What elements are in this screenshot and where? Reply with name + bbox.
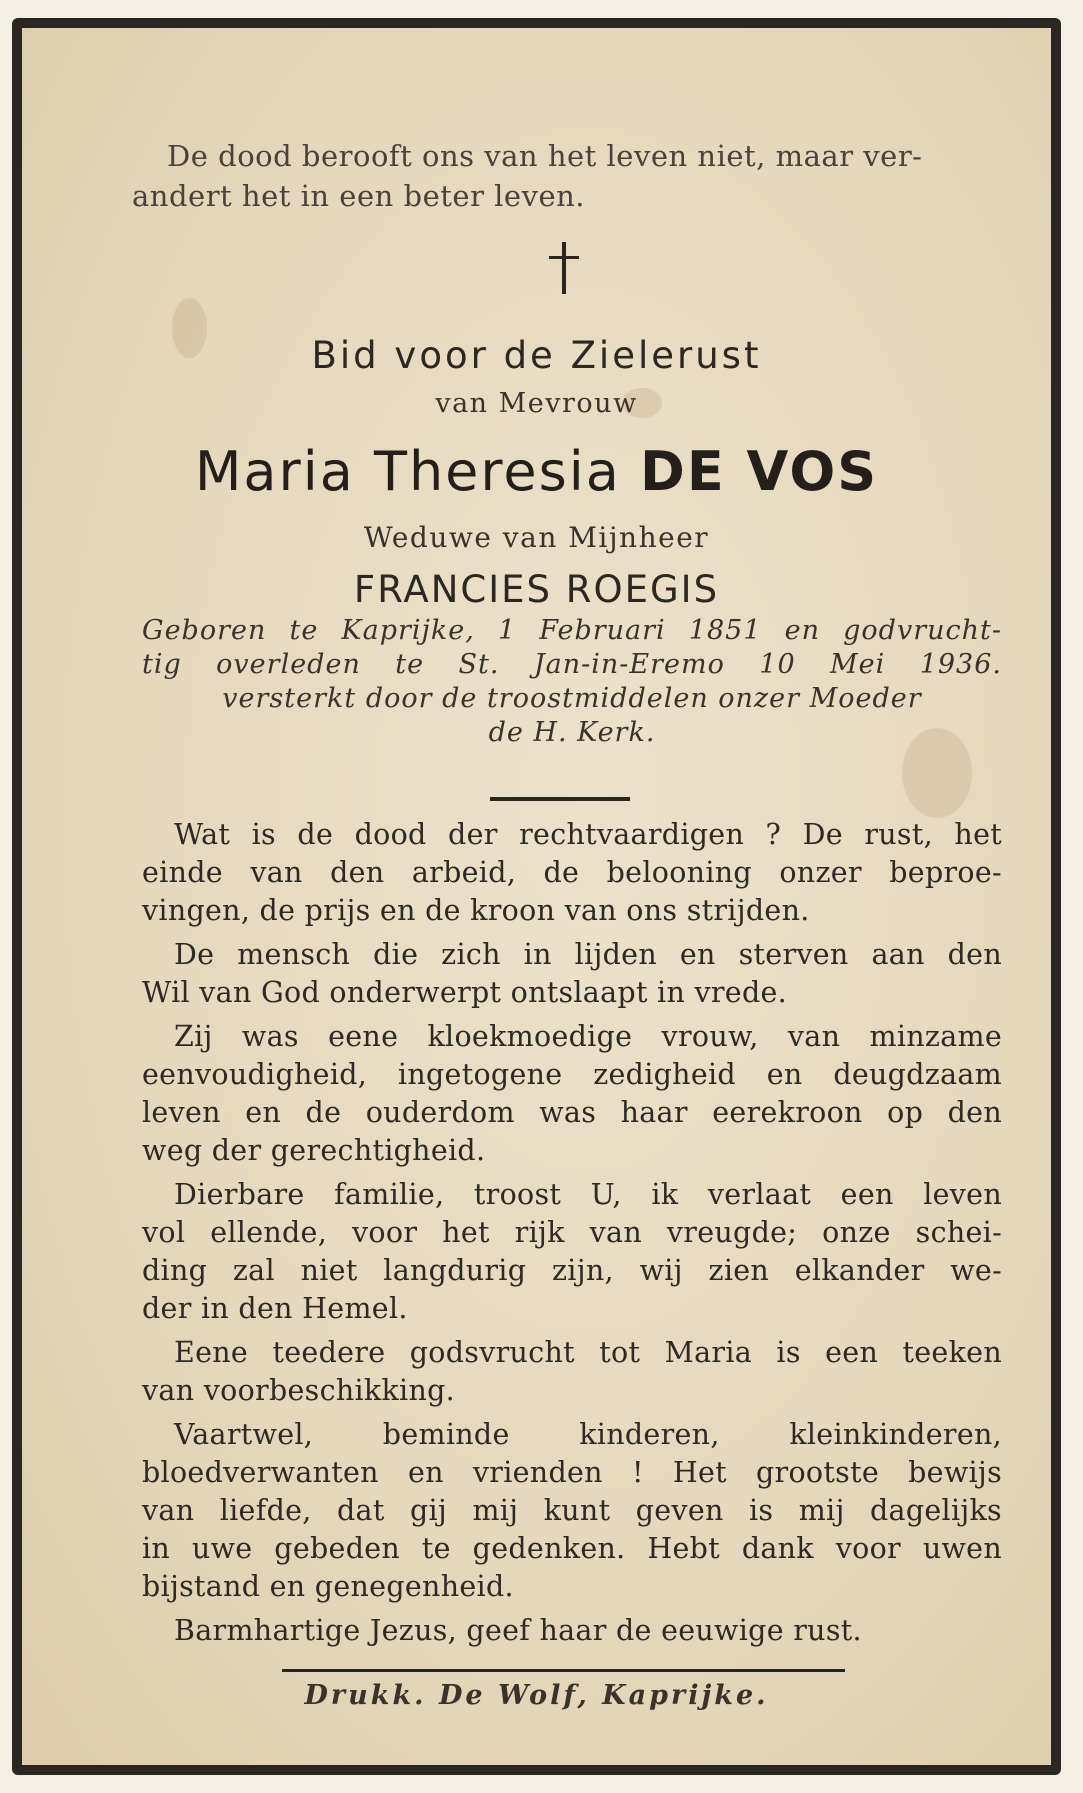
deceased-family-name: DE VOS — [640, 440, 879, 503]
title-van-mevrouw: van Mevrouw — [435, 388, 638, 419]
deceased-name — [22, 440, 1051, 503]
text-line: in uwe gebeden te gedenken. Hebt dank voor uwen — [142, 1532, 1002, 1565]
paragraph — [142, 936, 1002, 1012]
epigraph — [132, 136, 992, 216]
prayer-heading: Bid voor de Zielerust — [311, 334, 762, 377]
text-line: leven en de ouderdom was haar eerekroon op den — [142, 1096, 1002, 1129]
text-line: van voorbeschikking. — [142, 1374, 456, 1407]
closing-prayer — [142, 1612, 1002, 1650]
text-line: eenvoudigheid, ingetogene zedigheid en deugdzaam — [142, 1058, 1002, 1091]
text-line: Wil van God onderwerpt ontslaapt in vrede. — [142, 976, 788, 1009]
text-line: bloedverwanten en vrienden ! Het grootste bewijs — [142, 1456, 1002, 1489]
text-line: vol ellende, voor het rijk van vreugde; onze schei- — [142, 1216, 1002, 1249]
text-line: De mensch die zich in lijden en sterven aan den — [174, 938, 1002, 971]
text-line: Zij was eene kloekmoedige vrouw, van minzame — [174, 1020, 1002, 1053]
husband-name: FRANCIES ROEGIS — [353, 568, 720, 611]
bio-line: versterkt door de troostmiddelen onzer Moeder — [222, 683, 922, 714]
text-line: Barmhartige Jezus, geef haar de eeuwige rust. — [174, 1614, 862, 1647]
memorial-card — [12, 18, 1061, 1775]
text-line: Wat is de dood der rechtvaardigen ? De rust, het — [174, 818, 1002, 851]
epigraph-line: De dood berooft ons van het leven niet, maar ver- — [167, 139, 923, 173]
bio-line: Geboren te Kaprijke, 1 Februari 1851 en godvrucht- — [142, 615, 1002, 646]
epigraph-line: andert het in een beter leven. — [132, 179, 586, 213]
text-line: der in den Hemel. — [142, 1292, 408, 1325]
paragraph — [142, 1018, 1002, 1170]
text-line: weg der gerechtigheid. — [142, 1134, 486, 1167]
paragraph — [142, 1176, 1002, 1328]
divider — [490, 797, 630, 801]
body-text — [142, 816, 1002, 1656]
paragraph — [142, 1334, 1002, 1410]
text-line: vingen, de prijs en de kroon van ons strijden. — [142, 894, 810, 927]
bio-line: de H. Kerk. — [488, 717, 656, 748]
card-content — [22, 28, 1051, 1765]
text-line: Vaartwel, beminde kinderen, kleinkinderen, — [174, 1418, 1002, 1451]
printer-credit: Drukk. De Wolf, Kaprijke. — [304, 1680, 769, 1711]
text-line: Dierbare familie, troost U, ik verlaat een leven — [174, 1178, 1002, 1211]
biography — [142, 614, 1002, 750]
divider — [282, 1669, 845, 1672]
deceased-given-names: Maria Theresia — [194, 440, 621, 503]
widow-of-label: Weduwe van Mijnheer — [363, 521, 710, 554]
text-line: ding zal niet langdurig zijn, wij zien elkander we- — [142, 1254, 1002, 1287]
text-line: einde van den arbeid, de belooning onzer beproe- — [142, 856, 1002, 889]
paragraph — [142, 1416, 1002, 1606]
text-line: bijstand en genegenheid. — [142, 1570, 514, 1603]
bio-line: tig overleden te St. Jan-in-Eremo 10 Mei 1936. — [142, 649, 1002, 680]
paragraph — [142, 816, 1002, 930]
text-line: van liefde, dat gij mij kunt geven is mij dagelijks — [142, 1494, 1002, 1527]
cross-icon — [549, 242, 579, 294]
text-line: Eene teedere godsvrucht tot Maria is een teeken — [174, 1336, 1002, 1369]
